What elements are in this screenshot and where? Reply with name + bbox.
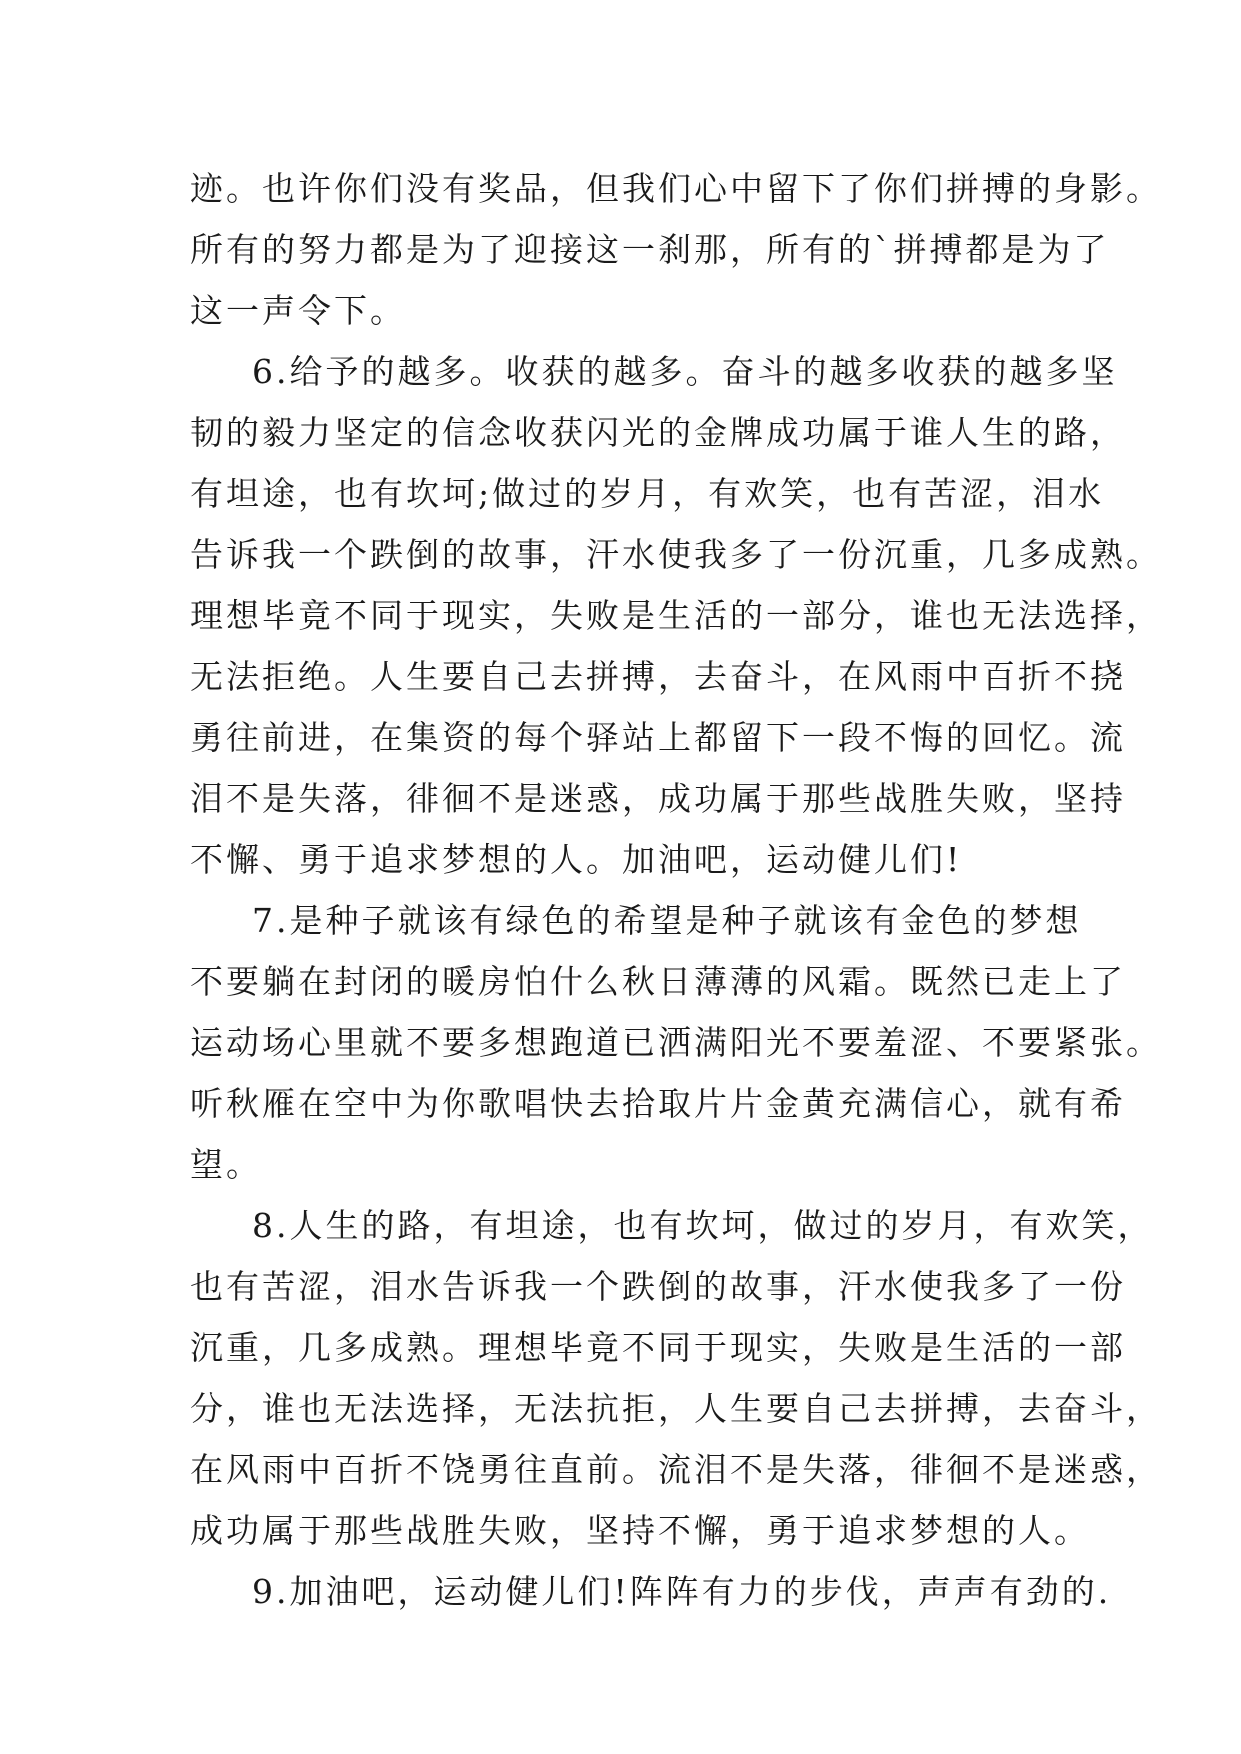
text-line: 这一声令下。 bbox=[190, 291, 406, 330]
text-line: 不要躺在封闭的暖房怕什么秋日薄薄的风霜。既然已走上了 bbox=[190, 962, 1126, 1001]
text-line: 勇往前进，在集资的每个驿站上都留下一段不悔的回忆。流 bbox=[190, 718, 1126, 757]
text-line: 运动场心里就不要多想跑道已洒满阳光不要羞涩、不要紧张。 bbox=[190, 1023, 1162, 1062]
text-line: 听秋雁在空中为你歌唱快去拾取片片金黄充满信心，就有希 bbox=[190, 1084, 1126, 1123]
text-line: 有坦途，也有坎坷;做过的岁月，有欢笑，也有苦涩，泪水 bbox=[190, 474, 1105, 513]
text-line: 理想毕竟不同于现实，失败是生活的一部分，谁也无法选择， bbox=[190, 596, 1162, 635]
paragraph-8-start: 8.人生的路，有坦途，也有坎坷，做过的岁月，有欢笑， bbox=[252, 1206, 1154, 1245]
text-line: 所有的努力都是为了迎接这一刹那，所有的`拼搏都是为了 bbox=[190, 230, 1110, 269]
paragraph-7-start: 7.是种子就该有绿色的希望是种子就该有金色的梦想 bbox=[252, 901, 1082, 940]
text-line: 成功属于那些战胜失败，坚持不懈，勇于追求梦想的人。 bbox=[190, 1511, 1090, 1550]
text-line: 告诉我一个跌倒的故事，汗水使我多了一份沉重，几多成熟。 bbox=[190, 535, 1162, 574]
text-line: 分，谁也无法选择，无法抗拒，人生要自己去拼搏，去奋斗， bbox=[190, 1389, 1162, 1428]
document-body bbox=[190, 158, 1162, 1622]
paragraph-9-start: 9.加油吧，运动健儿们!阵阵有力的步伐，声声有劲的. bbox=[252, 1572, 1112, 1611]
text-line: 无法拒绝。人生要自己去拼搏，去奋斗，在风雨中百折不挠 bbox=[190, 657, 1126, 696]
text-line: 在风雨中百折不饶勇往直前。流泪不是失落，徘徊不是迷惑， bbox=[190, 1450, 1162, 1489]
text-line: 不懈、勇于追求梦想的人。加油吧，运动健儿们! bbox=[190, 840, 963, 879]
text-line: 泪不是失落，徘徊不是迷惑，成功属于那些战胜失败，坚持 bbox=[190, 779, 1126, 818]
text-line: 望。 bbox=[190, 1145, 262, 1184]
paragraph-6-start: 6.给予的越多。收获的越多。奋斗的越多收获的越多坚 bbox=[252, 352, 1118, 391]
text-line: 韧的毅力坚定的信念收获闪光的金牌成功属于谁人生的路， bbox=[190, 413, 1126, 452]
text-line: 迹。也许你们没有奖品，但我们心中留下了你们拼搏的身影。 bbox=[190, 169, 1162, 208]
text-line: 沉重，几多成熟。理想毕竟不同于现实，失败是生活的一部 bbox=[190, 1328, 1126, 1367]
text-line: 也有苦涩，泪水告诉我一个跌倒的故事，汗水使我多了一份 bbox=[190, 1267, 1126, 1306]
